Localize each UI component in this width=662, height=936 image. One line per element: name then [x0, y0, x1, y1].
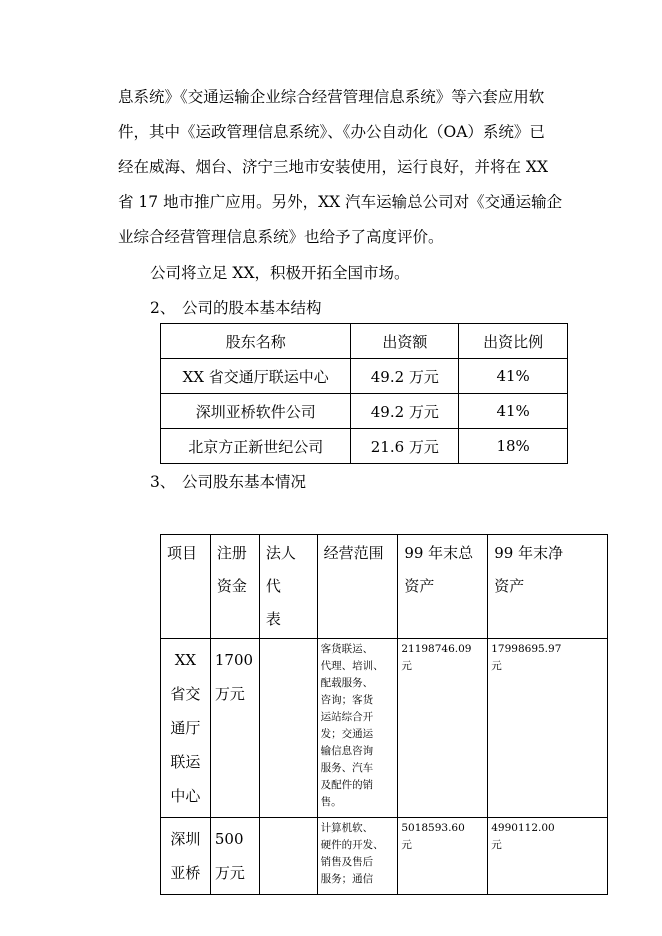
table-row — [161, 429, 568, 464]
column-header: 出资额 — [351, 324, 459, 359]
total-assets-cell: 21198746.09 元 — [398, 639, 488, 818]
net-assets-cell: 17998695.97 元 — [488, 639, 608, 818]
column-header: 出资比例 — [459, 324, 568, 359]
table-row — [161, 394, 568, 429]
text-line: 息系统》《交通运输企业综合经营管理信息系统》等六套应用软 — [118, 88, 545, 106]
net-assets-cell: 4990112.00 元 — [488, 818, 608, 895]
header-total-assets: 99 年末总 资产 — [398, 535, 488, 639]
text-line: 经在威海、烟台、济宁三地市安装使用，运行良好，并将在 XX — [118, 158, 548, 176]
shareholder-name: XX 省交通厅联运中心 — [161, 359, 351, 394]
text-line: 业综合经营管理信息系统》也给予了高度评价。 — [118, 228, 444, 246]
scope-cell: 客货联运、 代理、培训、 配载服务、 咨询；客货 运站综合开 发；交通运 输信息咨询 服务、汽车 及配件的销 售。 — [317, 639, 398, 818]
header-scope: 经营范围 — [317, 535, 398, 639]
header-capital: 注册 资金 — [210, 535, 259, 639]
section-2-heading — [150, 296, 450, 318]
contribution-ratio: 41% — [459, 394, 568, 429]
shareholder-name: 深圳亚桥软件公司 — [161, 394, 351, 429]
contribution-amount: 49.2 万元 — [351, 359, 459, 394]
section-number: 3、 — [150, 473, 176, 491]
table-row — [161, 359, 568, 394]
contribution-ratio: 18% — [459, 429, 568, 464]
contribution-amount: 21.6 万元 — [351, 429, 459, 464]
capital-cell: 500 万元 — [210, 818, 259, 895]
column-header: 股东名称 — [161, 324, 351, 359]
capital-cell: 1700 万元 — [210, 639, 259, 818]
total-assets-cell: 5018593.60 元 — [398, 818, 488, 895]
text-line: 件，其中《运政管理信息系统》、《办公自动化（OA）系统》已 — [118, 123, 545, 141]
shareholder-info-table — [160, 534, 608, 895]
item-cell: 深圳 亚桥 — [161, 818, 211, 895]
text-line: 省 17 地市推广应用。另外，XX 汽车运输总公司对《交通运输企 — [118, 193, 563, 211]
contribution-amount: 49.2 万元 — [351, 394, 459, 429]
scope-cell: 计算机软、 硬件的开发、 销售及售后 服务；通信 — [317, 818, 398, 895]
table-row — [161, 818, 608, 895]
header-net-assets: 99 年末净 资产 — [488, 535, 608, 639]
table-header-row — [161, 535, 608, 639]
equity-table — [160, 323, 568, 464]
item-cell: XX 省交 通厅 联运 中心 — [161, 639, 211, 818]
header-item: 项目 — [161, 535, 211, 639]
intro-paragraph — [118, 80, 563, 255]
contribution-ratio: 41% — [459, 359, 568, 394]
section-title: 公司的股本基本结构 — [182, 299, 322, 317]
market-sentence: 公司将立足 XX，积极开拓全国市场。 — [150, 264, 410, 282]
table-header-row — [161, 324, 568, 359]
table-row — [161, 639, 608, 818]
section-number: 2、 — [150, 299, 176, 317]
section-3-heading — [150, 470, 450, 492]
legal-rep-cell — [259, 639, 317, 818]
legal-rep-cell — [259, 818, 317, 895]
shareholder-name: 北京方正新世纪公司 — [161, 429, 351, 464]
section-title: 公司股东基本情况 — [182, 473, 307, 491]
header-legal-rep: 法人代 表 — [259, 535, 317, 639]
